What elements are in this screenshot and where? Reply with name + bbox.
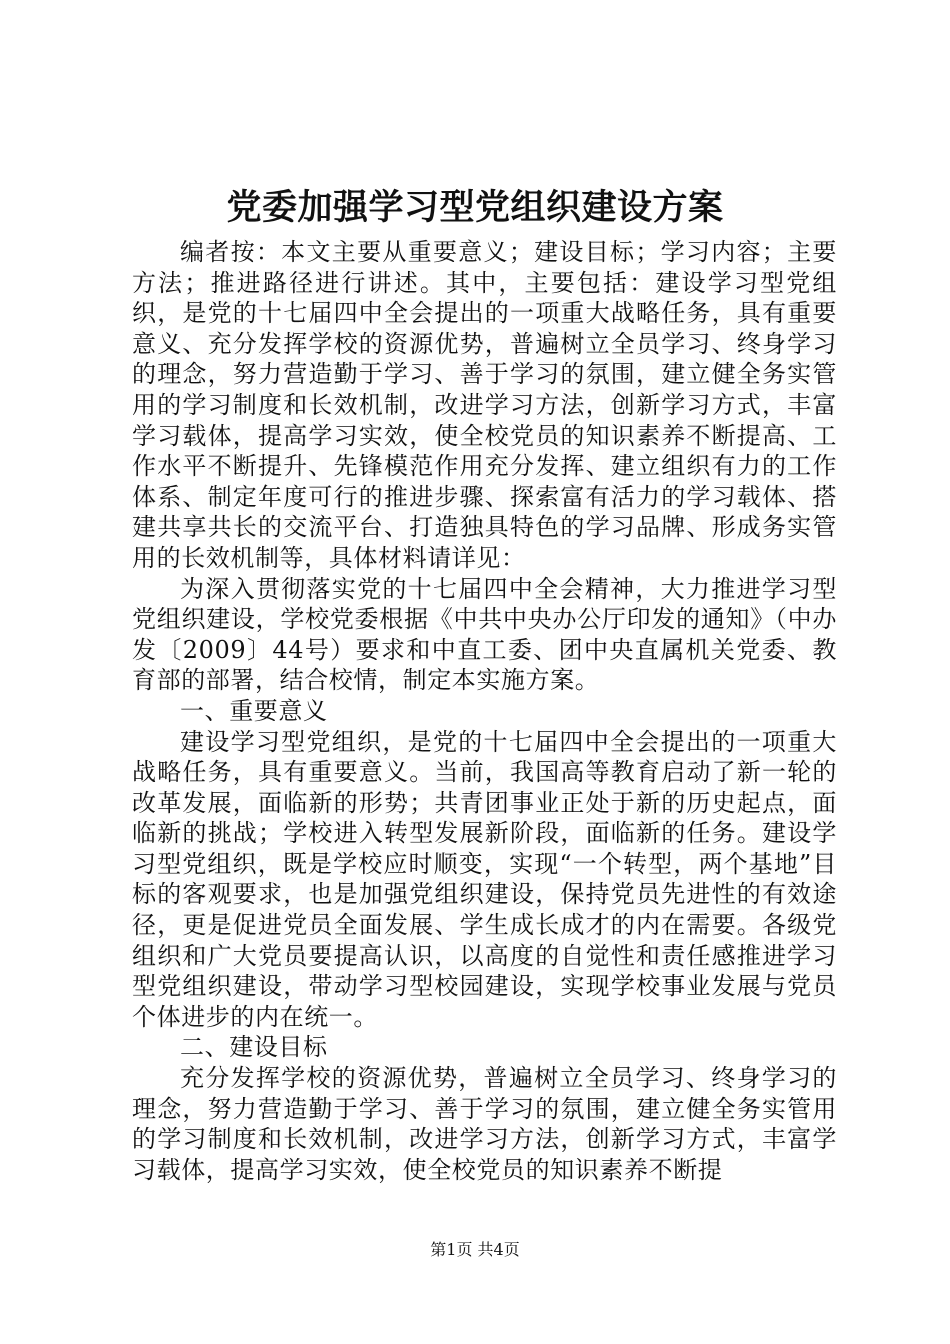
section-heading-importance: 一、重要意义 [180,696,328,725]
editor-note-paragraph: 编者按：本文主要从重要意义；建设目标；学习内容；主要方法；推进路径进行讲述。其中，主要包括：建设学习型党组织，是党的十七届四中全会提出的一项重大战略任务，具有重要意义、充分发挥学校的资源优势，普遍树立全员学习、终身学习的理念，努力营造勤于学习、善于学习的氛围，建立健全务实管用的学习制度和长效机制，改进学习方法，创新学习方式，丰富学习载体，提高学习实效，使全校党员的知识素养不断提高、工作水平不断提升、先锋模范作用充分发挥、建立组织有力的工作体系、制定年度可行的推进步骤、探索富有活力的学习载体、搭建共享共长的交流平台、打造独具特色的学习品牌、形成务实管用的长效机制等，具体材料请详见： [132,238,837,572]
importance-paragraph: 建设学习型党组织，是党的十七届四中全会提出的一项重大战略任务，具有重要意义。当前，我国高等教育启动了新一轮的改革发展，面临新的形势；共青团事业正处于新的历史起点，面临新的挑战；学校进入转型发展新阶段，面临新的任务。建设学习型党组织，既是学校应时顺变，实现“一个转型，两个基地”目标的客观要求，也是加强党组织建设，保持党员先进性的有效途径，更是促进党员全面发展、学生成长成才的内在需要。各级党组织和广大党员要提高认识，以高度的自觉性和责任感推进学习型党组织建设，带动学习型校园建设，实现学校事业发展与党员个体进步的内在统一。 [132,727,837,1031]
document-body [132,237,837,1185]
section-heading-goals: 二、建设目标 [180,1033,328,1062]
goals-paragraph: 充分发挥学校的资源优势，普遍树立全员学习、终身学习的理念，努力营造勤于学习、善于学习的氛围，建立健全务实管用的学习制度和长效机制，改进学习方法，创新学习方式，丰富学习载体，提高学习实效，使全校党员的知识素养不断提 [132,1064,837,1184]
document-title: 党委加强学习型党组织建设方案 [226,187,724,228]
page-footer: 第1页 共4页 [430,1240,520,1259]
intro-paragraph: 为深入贯彻落实党的十七届四中全会精神，大力推进学习型党组织建设，学校党委根据《中共中央办公厅印发的通知》（中办发〔2009〕44号）要求和中直工委、团中央直属机关党委、教育部的部署，结合校情，制定本实施方案。 [132,574,837,695]
